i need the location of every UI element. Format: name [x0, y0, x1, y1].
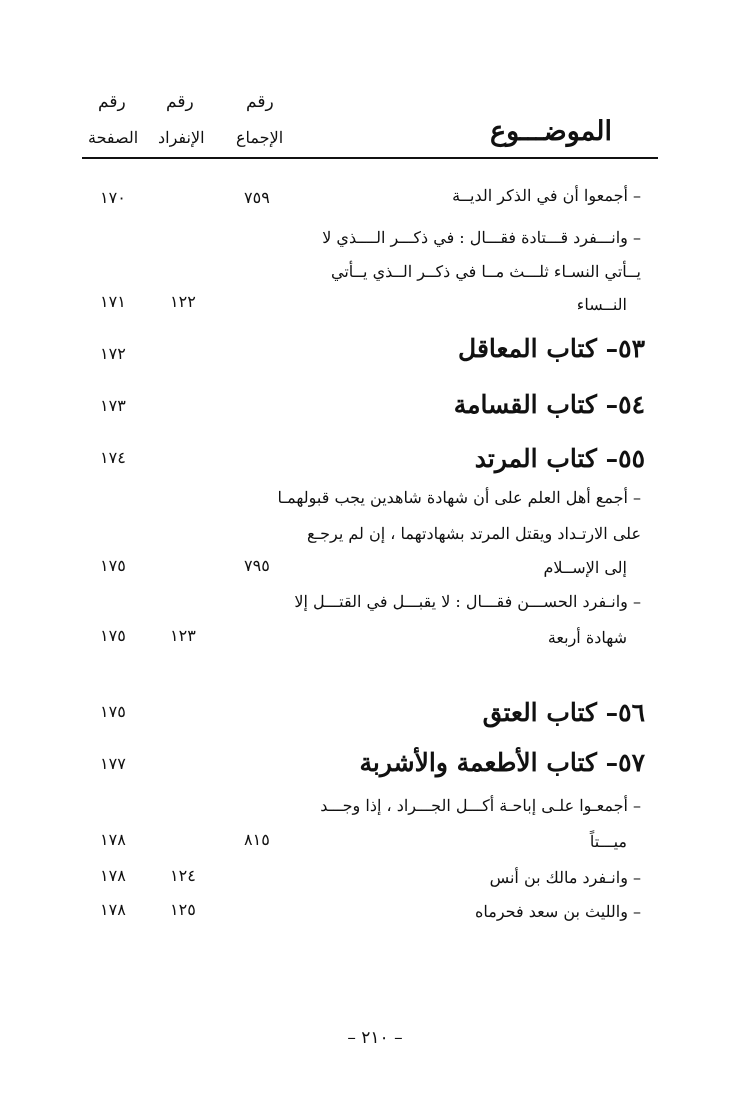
page-number: ١٧٨ — [100, 830, 126, 849]
page-number: ١٧٠ — [100, 188, 126, 207]
entry-text: – وانـــفرد قـــتادة فقـــال : في ذكـــر الــــذي لا — [322, 228, 641, 247]
page-number: ١٧٧ — [100, 754, 126, 773]
ijma-number: ٨١٥ — [244, 830, 270, 849]
entry-text: – أجمع أهل العلم على أن شهادة شاهدين يجب قبولهمـا — [277, 488, 641, 507]
chapter-heading: ٥٦– كتاب العتق — [482, 698, 645, 727]
col-page-label-top: رقم — [98, 92, 126, 112]
footer-page-number: – ٢١٠ – — [347, 1028, 403, 1048]
page-number: ١٧٣ — [100, 396, 126, 415]
entry-text: – وانـفرد مالك بن أنس — [489, 868, 641, 887]
col-infirad-label: الإنفراد — [158, 128, 205, 147]
page-number: ١٧٨ — [100, 900, 126, 919]
col-page-label: الصفحة — [88, 128, 139, 147]
entry-text: – أجمعـوا علـى إباحـة أكـــل الجـــراد ، إذا وجـــد — [320, 796, 641, 815]
page-number: ١٧٥ — [100, 702, 126, 721]
chapter-heading: ٥٧– كتاب الأطعمة والأشربة — [359, 748, 645, 777]
page-number: ١٧٥ — [100, 556, 126, 575]
page-number: ١٧٤ — [100, 448, 126, 467]
chapter-heading: ٥٥– كتاب المرتد — [474, 444, 645, 473]
subject-heading: الموضـــوع — [490, 116, 613, 147]
page-number: ١٧٥ — [100, 626, 126, 645]
infirad-number: ١٢٤ — [170, 866, 196, 885]
col-ijma-label-top: رقم — [246, 92, 274, 112]
ijma-number: ٧٥٩ — [244, 188, 270, 207]
chapter-heading: ٥٣– كتاب المعاقل — [458, 334, 645, 363]
entry-text: – أجمعوا أن في الذكر الديــة — [452, 186, 641, 205]
col-ijma-label: الإجماع — [236, 128, 284, 147]
entry-text: – وانـفرد الحســـن فقـــال : لا يقبـــل في القتـــل إلا — [294, 592, 641, 611]
col-infirad-label-top: رقم — [166, 92, 194, 112]
chapter-heading: ٥٤– كتاب القسامة — [453, 390, 645, 419]
entry-text: النــساء — [576, 295, 627, 314]
page-number: ١٧٨ — [100, 866, 126, 885]
entry-text: على الارتـداد ويقتل المرتد بشهادتهما ، إن لم يرجـع — [306, 524, 641, 543]
ijma-number: ٧٩٥ — [244, 556, 270, 575]
page-number: ١٧١ — [100, 292, 126, 311]
page-number: ١٧٢ — [100, 344, 126, 363]
entry-text: يــأتي النسـاء ثلـــث مــا في ذكــر الــذي يــأتي — [331, 262, 641, 281]
entry-text: – والليث بن سعد فحرماه — [474, 902, 641, 921]
header-rule — [82, 157, 658, 159]
infirad-number: ١٢٥ — [170, 900, 196, 919]
entry-text: إلى الإســلام — [543, 558, 627, 577]
infirad-number: ١٢٣ — [170, 626, 196, 645]
infirad-number: ١٢٢ — [170, 292, 196, 311]
entry-text: ميـــتاً — [589, 832, 627, 851]
entry-text: شهادة أربعة — [547, 628, 627, 647]
